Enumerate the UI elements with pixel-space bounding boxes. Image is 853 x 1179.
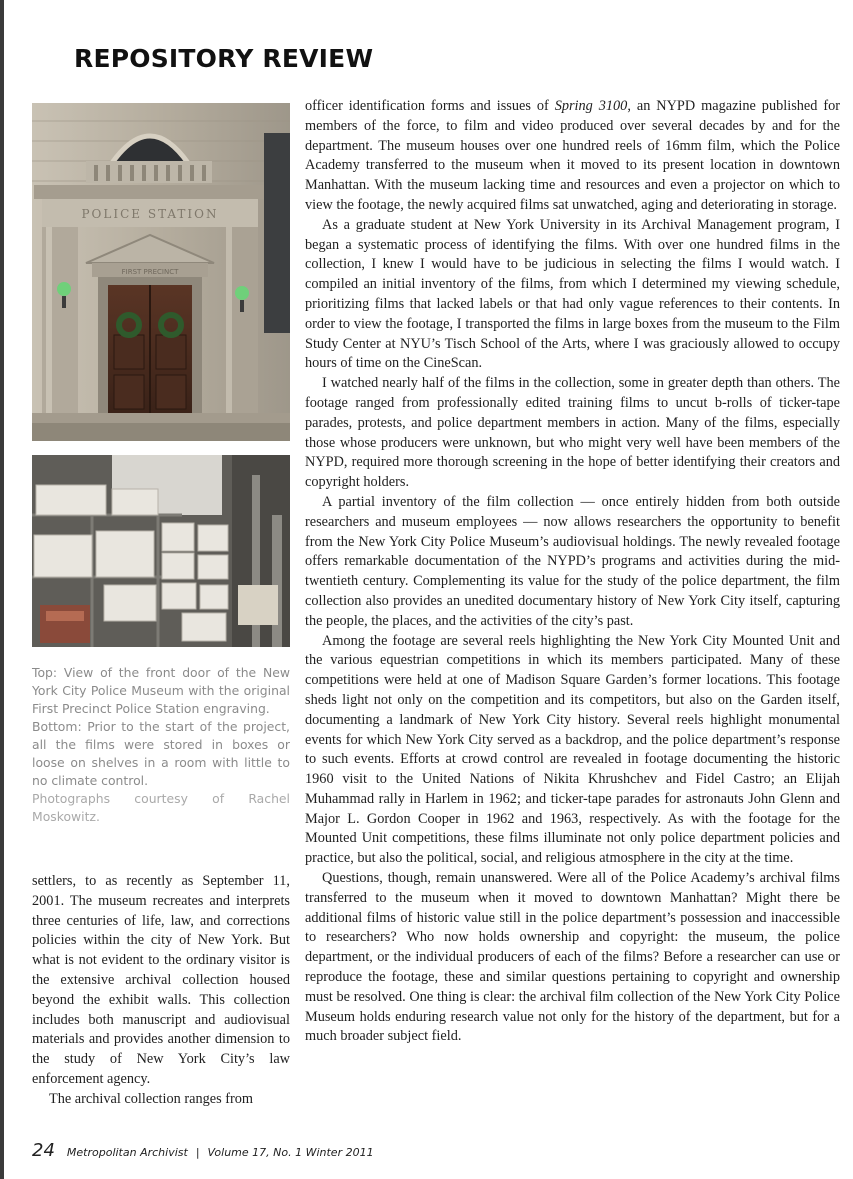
body-paragraph: I watched nearly half of the films in the collection, some in greater depth than others. The footage ranged from professionally edited training films to uncut b-rolls of ticker-tape parades, protests, and police department members in action. Many of the films, especially those whose producers were unknown, but who might very well have been members of the NYPD, required more thorough screening in the hope of better identifying their creators and copyright holders.: [305, 375, 840, 491]
left-text-column: [32, 872, 290, 1110]
page-footer: [32, 1140, 374, 1161]
photo-police-station-door: [32, 103, 290, 441]
section-title: REPOSITORY REVIEW: [74, 44, 374, 73]
figure-caption: [32, 664, 290, 826]
caption-top: Top: View of the front door of the New York City Police Museum with the original First Precinct Police Station engraving.: [32, 665, 290, 716]
photo-film-storage: [32, 455, 290, 647]
body-paragraph: Among the footage are several reels highlighting the New York City Mounted Unit and the various equestrian competitions in which its members participated. Many of these competitions were held at one of Madison Square Garden’s former locations. This footage sheds light not only on the competition and its competitors, but also on the Garden itself, documenting a landmark of New York City history. Several reels highlight monumental events for which New York City served as a backdrop, and the police department’s response to such events. Efforts at crowd control are revealed in footage documenting the historic 1960 visit to the United Nations of Nikita Khrushchev and Fidel Castro; an Elijah Muhammad rally in Harlem in 1962; and ticker-tape parades for astronauts John Glenn and Major L. Gordon Cooper in 1962 and 1963, respectively. As with the footage for the Mounted Unit competitions, these films illuminate not only police department policies and practice, but also the political, social, and religious atmosphere in the city at the time.: [305, 632, 840, 867]
engraving-text: POLICE STATION: [81, 207, 219, 221]
photo-police-station-illustration: [32, 103, 290, 441]
caption-credit-line2: Moskowitz.: [32, 809, 100, 824]
publication-name: Metropolitan Archivist: [66, 1146, 188, 1159]
body-paragraph: As a graduate student at New York University in its Archival Management program, I began a systematic process of identifying the films. With over one hundred films in the collection, I knew I would have to be judicious in selecting the films I would watch. I compiled an initial inventory of the films, from which I determined my viewing schedule, prioritizing films that lacked labels or that had only vague references to their contents. In order to view the footage, I transported the films in large boxes from the museum to the Film Study Center at NYU’s Tisch School of the Arts, where I was graciously allowed to occupy hours of time on the CineScan.: [305, 216, 840, 372]
caption-bottom: Bottom: Prior to the start of the project, all the films were stored in boxes or loose on shelves in a room with little to no climate control.: [32, 719, 290, 788]
body-paragraph-lead: [305, 97, 840, 216]
text-run: , an NYPD magazine published for members of the force, to film and video produced over several decades by and for the department. The museum houses over one hundred reels of 16mm film, which the Police Academy transferred to the museum when it moved to its present location in downtown Manhattan. With the museum lacking time and resources and even a projector on which to view the footage, the newly acquired films sat unwatched, aging and deteriorating in storage.: [305, 98, 840, 213]
body-paragraph: Questions, though, remain unanswered. Were all of the Police Academy’s archival films transferred to the museum when it moved to downtown Manhattan? Might there be additional films of historic value still in the police department’s possession and inaccessible to researchers? Who now holds ownership and copyright: the museum, the police department, or the individual producers of each of the films? Before a researcher can use or reproduce the footage, these and similar questions pertaining to copyright and ownership must be resolved. One thing is clear: the archival film collection of the New York City Police Museum holds enduring research value not only for the history of the department, but for a much broader subject field.: [305, 870, 840, 1045]
magazine-title: Spring 3100: [554, 98, 628, 114]
body-paragraph: settlers, to as recently as September 11, 2001. The museum recreates and interprets three centuries of life, law, and corrections policies within the city of New York. But what is not evident to the ordinary visitor is the extensive archival collection housed beyond the exhibit walls. This collection includes both manuscript and audiovisual materials and provides another dimension to the study of New York City’s law enforcement agency.: [32, 873, 290, 1087]
footer-separator: |: [195, 1146, 200, 1159]
page-number: 24: [32, 1140, 55, 1161]
right-text-column: [305, 97, 840, 1047]
issue-info: Volume 17, No. 1 Winter 2011: [207, 1146, 374, 1159]
body-paragraph: A partial inventory of the film collection — once entirely hidden from both outside researchers and museum employees — now allows researchers the opportunity to benefit from the New York City Police Museum’s audiovisual holdings. The newly revealed footage offers remarkable documentation of the NYPD’s programs and activities during the mid-twentieth century. Complementing its value for the study of the police department, the film collection also provides an unedited documentary history of New York City itself, capturing the people, the places, and the activities of the city’s past.: [305, 493, 840, 629]
text-run: officer identification forms and issues of: [305, 98, 555, 114]
lintel-text: FIRST PRECINCT: [121, 268, 179, 276]
caption-credit-line1: Photographs courtesy of Rachel: [32, 791, 290, 806]
photo-film-storage-illustration: [32, 455, 290, 647]
page-spine-edge: [0, 0, 4, 1179]
body-paragraph: The archival collection ranges from: [49, 1090, 254, 1107]
